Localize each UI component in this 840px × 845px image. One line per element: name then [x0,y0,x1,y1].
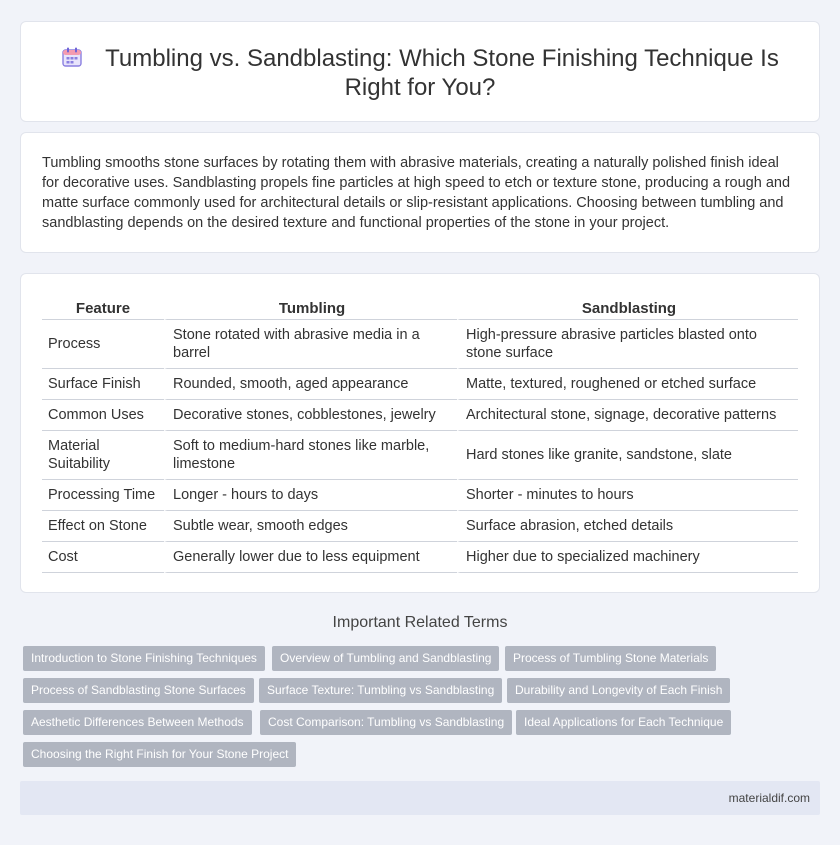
sandblasting-cell: Shorter - minutes to hours [457,480,798,511]
related-term-tag[interactable]: Process of Tumbling Stone Materials [505,646,716,671]
feature-cell: Surface Finish [42,369,164,400]
feature-cell: Material Suitability [42,431,164,480]
intro-card [20,132,820,253]
table-row [42,542,798,573]
tumbling-cell: Decorative stones, cobblestones, jewelry [164,400,457,431]
tumbling-cell: Stone rotated with abrasive media in a barrel [164,320,457,369]
sandblasting-cell: Higher due to specialized machinery [457,542,798,573]
table-row [42,480,798,511]
header-sandblasting: Sandblasting [457,296,798,320]
sandblasting-cell: High-pressure abrasive particles blasted onto stone surface [457,320,798,369]
feature-cell: Cost [42,542,164,573]
related-term-tag[interactable]: Introduction to Stone Finishing Techniques [23,646,265,671]
related-term-tag[interactable]: Process of Sandblasting Stone Surfaces [23,678,254,703]
comparison-table [42,296,798,573]
header-tumbling: Tumbling [164,296,457,320]
feature-cell: Process [42,320,164,369]
tumbling-cell: Longer - hours to days [164,480,457,511]
feature-cell: Effect on Stone [42,511,164,542]
page-title-wrap [61,44,779,102]
tumbling-cell: Soft to medium-hard stones like marble, limestone [164,431,457,480]
feature-cell: Processing Time [42,480,164,511]
table-row [42,511,798,542]
footer-site-link[interactable]: materialdif.com [728,791,810,805]
sandblasting-cell: Hard stones like granite, sandstone, slate [457,431,798,480]
related-term-tag[interactable]: Choosing the Right Finish for Your Stone Project [23,742,296,767]
tumbling-cell: Rounded, smooth, aged appearance [164,369,457,400]
intro-paragraph: Tumbling smooths stone surfaces by rotating them with abrasive materials, creating a naturally polished finish ideal for decorative uses. Sandblasting propels fine particles at high speed to etch or texture stone, producing a rough and matte surface commonly used for architectural details or slip-resistant applications. Choosing between tumbling and sandblasting depends on the desired texture and functional properties of the stone in your project. [42,155,791,231]
sandblasting-cell: Matte, textured, roughened or etched surface [457,369,798,400]
related-term-tag[interactable]: Aesthetic Differences Between Methods [23,710,252,735]
related-terms-heading: Important Related Terms [332,614,508,631]
header-feature: Feature [42,296,164,320]
sandblasting-cell: Surface abrasion, etched details [457,511,798,542]
related-term-tag[interactable]: Cost Comparison: Tumbling vs Sandblasting [260,710,512,735]
sandblasting-cell: Architectural stone, signage, decorative patterns [457,400,798,431]
related-term-tag[interactable]: Surface Texture: Tumbling vs Sandblasting [259,678,502,703]
related-term-tag[interactable]: Overview of Tumbling and Sandblasting [272,646,499,671]
footer [20,781,820,815]
table-header-row [42,296,798,320]
feature-cell: Common Uses [42,400,164,431]
tumbling-cell: Generally lower due to less equipment [164,542,457,573]
header-card [20,21,820,122]
calendar-icon [61,46,83,68]
tumbling-cell: Subtle wear, smooth edges [164,511,457,542]
related-term-tag[interactable]: Durability and Longevity of Each Finish [507,678,730,703]
page-title: Tumbling vs. Sandblasting: Which Stone Finishing Technique Is Right for You? [105,45,779,101]
table-row [42,320,798,369]
table-row [42,400,798,431]
related-term-tag[interactable]: Ideal Applications for Each Technique [516,710,731,735]
table-row [42,369,798,400]
comparison-card [20,273,820,593]
table-row [42,431,798,480]
